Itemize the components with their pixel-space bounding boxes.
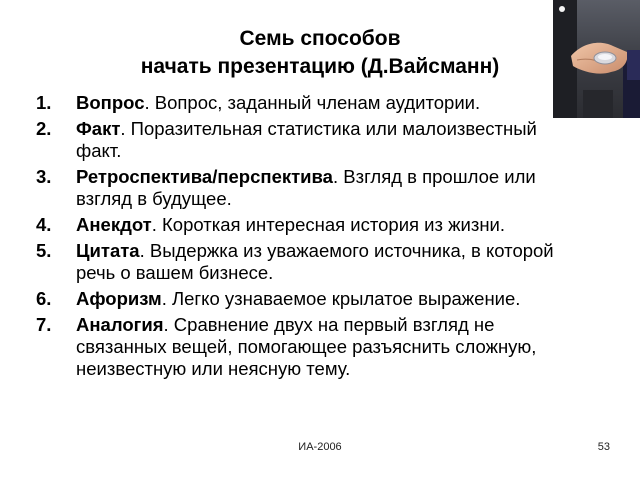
list-item-text: . Короткая интересная история из жизни. (151, 214, 506, 235)
list-item (36, 92, 576, 114)
list-item-number: 4. (36, 214, 52, 235)
list-item-text: . Выдержка из уважаемого источника, в которой речь о вашем бизнесе. (76, 240, 554, 283)
list-item-term: Анекдот (76, 214, 152, 235)
list-item-term: Ретроспектива/перспектива (76, 166, 333, 187)
list-item-text: . Сравнение двух на первый взгляд не связанных вещей, помогающее разъяснить сложную, неизвестную или неясную тему. (76, 314, 537, 379)
slide-title-line-1: Семь способов (239, 27, 401, 50)
list-item (36, 240, 576, 284)
footer-text: ИА-2006 (298, 441, 342, 453)
list-item (36, 314, 576, 380)
list-item-text: . Взгляд в прошлое или взгляд в будущее. (76, 166, 536, 209)
list-item (36, 118, 576, 162)
list-item-term: Факт (76, 118, 121, 139)
list-item-text: . Вопрос, заданный членам аудитории. (144, 92, 481, 113)
list-item (36, 288, 576, 310)
list-item-number: 3. (36, 166, 52, 187)
list-item-number: 5. (36, 240, 52, 261)
ways-list (36, 92, 576, 384)
list-item-term: Афоризм (76, 288, 162, 309)
slide-title-line-2: начать презентацию (Д.Вайсманн) (140, 55, 500, 78)
list-item (36, 214, 576, 236)
list-item (36, 166, 576, 210)
list-item-text: . Поразительная статистика или малоизвестный факт. (76, 118, 537, 161)
slide-title (60, 25, 580, 81)
list-item-number: 7. (36, 314, 52, 335)
list-item-number: 1. (36, 92, 52, 113)
list-item-text: . Легко узнаваемое крылатое выражение. (161, 288, 521, 309)
page-number: 53 (597, 441, 610, 453)
list-item-term: Вопрос (76, 92, 145, 113)
list-item-number: 2. (36, 118, 52, 139)
list-item-number: 6. (36, 288, 52, 309)
list-item-term: Цитата (76, 240, 140, 261)
list-item-term: Аналогия (76, 314, 164, 335)
